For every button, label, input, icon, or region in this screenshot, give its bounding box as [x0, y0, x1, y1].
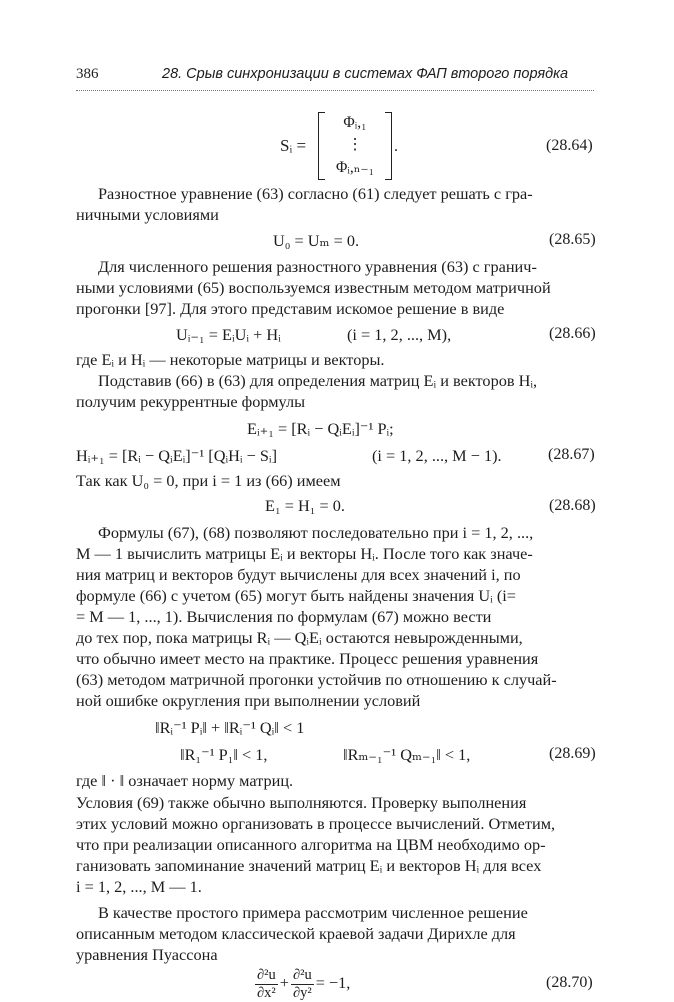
eq-69-line-2b: ‖Rₘ₋₁⁻¹ Qₘ₋₁‖ < 1, — [343, 745, 471, 764]
para2-line-1: Для численного решения разностного уравнения (63) с гранич- — [98, 257, 537, 276]
matrix-row-3: Φᵢ,ₙ₋₁ — [335, 159, 375, 176]
page-number: 386 — [76, 66, 99, 82]
para7-line-3: уравнения Пуассона — [76, 945, 218, 964]
eq-68-tag: (28.68) — [549, 497, 596, 514]
para5-line-9: ной ошибке округления при выполнении условий — [76, 691, 421, 710]
eq-67-line-1: Eᵢ₊₁ = [Rᵢ − QᵢEᵢ]⁻¹ Pᵢ; — [247, 419, 394, 438]
eq-68: E₁ = H₁ = 0. — [265, 496, 345, 515]
eq-69-line-2a: ‖R₁⁻¹ P₁‖ < 1, — [180, 745, 268, 764]
para6-line-3: этих условий можно организовать в процессе вычислений. Отметим, — [76, 814, 556, 833]
eq-69-line-1: ‖Rᵢ⁻¹ Pᵢ‖ + ‖Rᵢ⁻¹ Qᵢ‖ < 1 — [155, 718, 305, 737]
eq-69-tag: (28.69) — [549, 745, 596, 762]
eq-70-tag: (28.70) — [546, 974, 593, 991]
fraction-2-numerator: ∂²u — [292, 966, 312, 983]
para6-line-1: где ‖ · ‖ означает норму матриц. — [76, 771, 294, 790]
eq-64-matrix — [318, 112, 392, 180]
fraction-1-denominator: ∂x² — [257, 984, 276, 1001]
eq-65-tag: (28.65) — [549, 231, 596, 248]
fraction-2-denominator: ∂y² — [292, 984, 312, 1001]
para1-line-1: Разностное уравнение (63) согласно (61) следует решать с гра- — [98, 184, 533, 203]
para6-line-5: ганизовать запоминание значений матриц Eᵢ и векторов Hᵢ для всех — [76, 856, 542, 875]
para2-line-3: прогонки [97]. Для этого представим искомое решение в виде — [76, 299, 505, 318]
para5-line-2: M — 1 вычислить матрицы Eᵢ и векторы Hᵢ. После того как значе- — [76, 544, 533, 563]
para3-line-2: Подставив (66) в (63) для определения матриц Eᵢ и векторов Hᵢ, — [98, 371, 538, 390]
eq-64-tag: (28.64) — [546, 137, 593, 154]
eq-66-tag: (28.66) — [549, 325, 596, 342]
fraction-1-numerator: ∂²u — [257, 966, 276, 983]
para4-line: Так как U₀ = 0, при i = 1 из (66) имеем — [76, 471, 341, 490]
para1-line-2: ничными условиями — [76, 205, 219, 224]
eq-66-condition: (i = 1, 2, ..., M), — [347, 325, 452, 344]
para2-line-2: ными условиями (65) воспользуемся известным методом матричной — [76, 278, 551, 297]
para6-line-2: Условия (69) также обычно выполняются. Проверку выполнения — [76, 793, 527, 812]
eq-67-line-2: Hᵢ₊₁ = [Rᵢ − QᵢEᵢ]⁻¹ [QᵢHᵢ − Sᵢ] — [76, 446, 278, 465]
eq-67-condition: (i = 1, 2, ..., M − 1). — [372, 446, 502, 465]
header-rule — [76, 90, 594, 91]
eq-65: U₀ = Uₘ = 0. — [273, 231, 360, 250]
para3-line-1: где Eᵢ и Hᵢ — некоторые матрицы и векторы. — [76, 350, 385, 369]
eq-66: Uᵢ₋₁ = EᵢUᵢ + Hᵢ — [176, 325, 281, 344]
para5-line-7: что обычно имеет место на практике. Процесс решения уравнения — [76, 649, 539, 668]
running-title: 28. Срыв синхронизации в системах ФАП второго порядка — [162, 66, 569, 82]
fraction-d2u-dx2 — [255, 967, 278, 1002]
para5-line-1: Формулы (67), (68) позволяют последовательно при i = 1, 2, ..., — [98, 523, 534, 542]
fraction-d2u-dy2 — [291, 967, 314, 1002]
para5-line-5: = M — 1, ..., 1). Вычисления по формулам (67) можно вести — [76, 607, 492, 626]
para3-line-3: получим рекуррентные формулы — [76, 392, 306, 411]
matrix-row-2: ⋮ — [347, 136, 363, 153]
plus-sign: + — [279, 973, 289, 992]
para5-line-6: до тех пор, пока матрицы Rᵢ — QᵢEᵢ остаются невырожденными, — [76, 628, 523, 647]
eq-67-tag: (28.67) — [548, 446, 595, 463]
eq-64-dot: . — [394, 136, 399, 155]
para6-line-4: что при реализации описанного алгоритма на ЦВМ необходимо ор- — [76, 835, 546, 854]
para5-line-3: ния матриц и векторов будут вычислены для всех значений i, по — [76, 565, 521, 584]
eq-70-rhs: = −1, — [315, 973, 351, 992]
eq-64-lhs: Sᵢ = — [280, 136, 307, 155]
para7-line-2: описанным методом классической краевой задачи Дирихле для — [76, 924, 516, 943]
para6-line-6: i = 1, 2, ..., M — 1. — [76, 877, 202, 896]
para7-line-1: В качестве простого примера рассмотрим численное решение — [98, 903, 528, 922]
para5-line-4: формуле (66) с учетом (65) могут быть найдены значения Uᵢ (i= — [76, 586, 516, 605]
matrix-row-1: Φᵢ,₁ — [343, 114, 367, 131]
para5-line-8: (63) методом матричной прогонки устойчив по отношению к случай- — [76, 670, 557, 689]
eq-70 — [253, 966, 350, 1002]
